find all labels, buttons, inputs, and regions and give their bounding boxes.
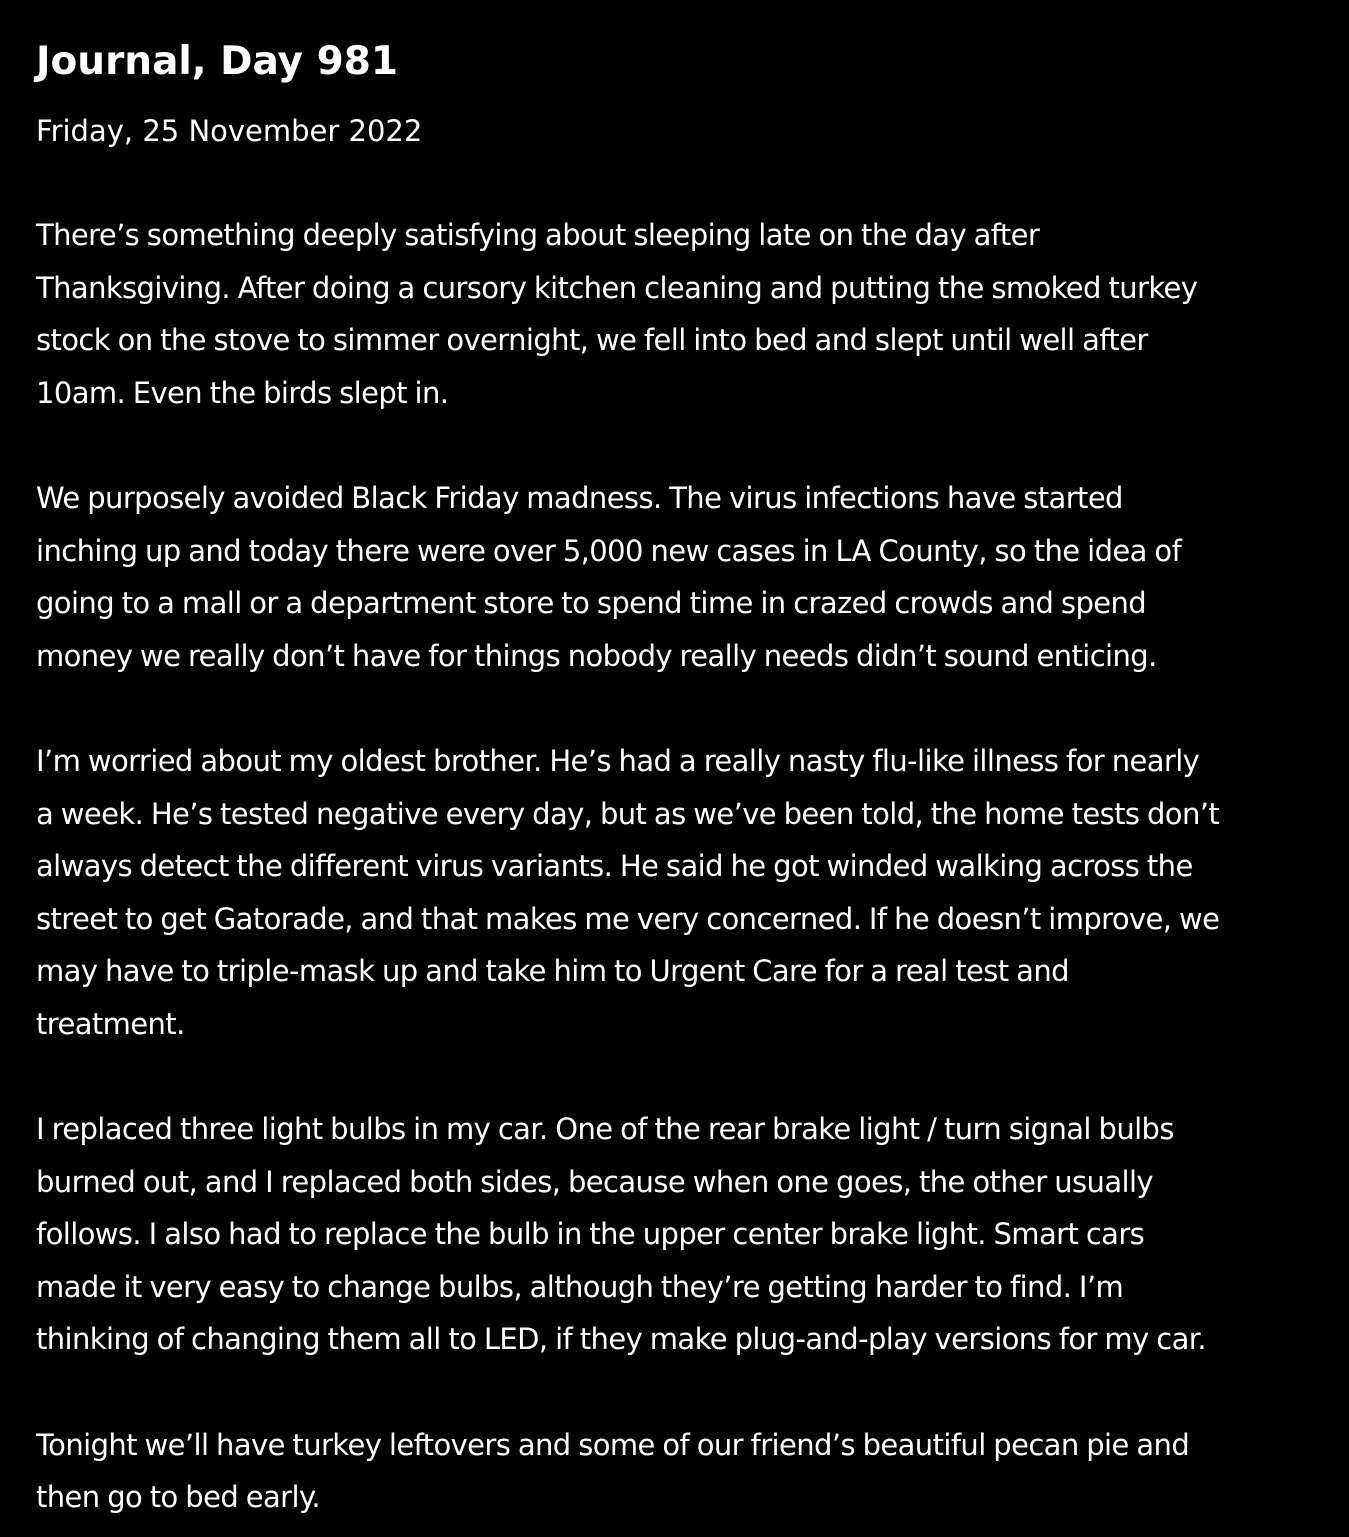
journal-date: Friday, 25 November 2022	[36, 114, 423, 148]
journal-paragraph-5: Tonight we’ll have turkey leftovers and some of our friend’s beautiful pecan pie and then go to bed early.	[36, 1427, 1190, 1514]
journal-paragraph-4: I replaced three light bulbs in my car. One of the rear brake light / turn signal bulbs burned out, and I replaced both sides, because when one goes, the other usually follows. I also had to replace the bulb in the upper center brake light. Smart cars made it very easy to change bulbs, although they’re getting harder to find. I’m thinking of changing them all to LED, if they make plug-and-play versions for my car.	[36, 1112, 1207, 1356]
journal-title: Journal, Day 981	[36, 39, 399, 84]
journal-paragraph-2: We purposely avoided Black Friday madness. The virus infections have started inching up and today there were over 5,000 new cases in LA County, so the idea of going to a mall or a department store to spend time in crazed crowds and spend money we really don’t have for things nobody really needs didn’t sound enticing.	[36, 481, 1182, 673]
journal-paragraph-1: There’s something deeply satisfying about sleeping late on the day after Thanksgiving. After doing a cursory kitchen cleaning and putting the smoked turkey stock on the stove to simmer overnight, we fell into bed and slept until well after 10am. Even the birds slept in.	[36, 218, 1198, 410]
journal-paragraph-3: I’m worried about my oldest brother. He’s had a really nasty flu-like illness for nearly a week. He’s tested negative every day, but as we’ve been told, the home tests don’t always detect the different virus variants. He said he got winded walking across the street to get Gatorade, and that makes me very concerned. If he doesn’t improve, we may have to triple-mask up and take him to Urgent Care for a real test and treatment.	[36, 744, 1220, 1041]
